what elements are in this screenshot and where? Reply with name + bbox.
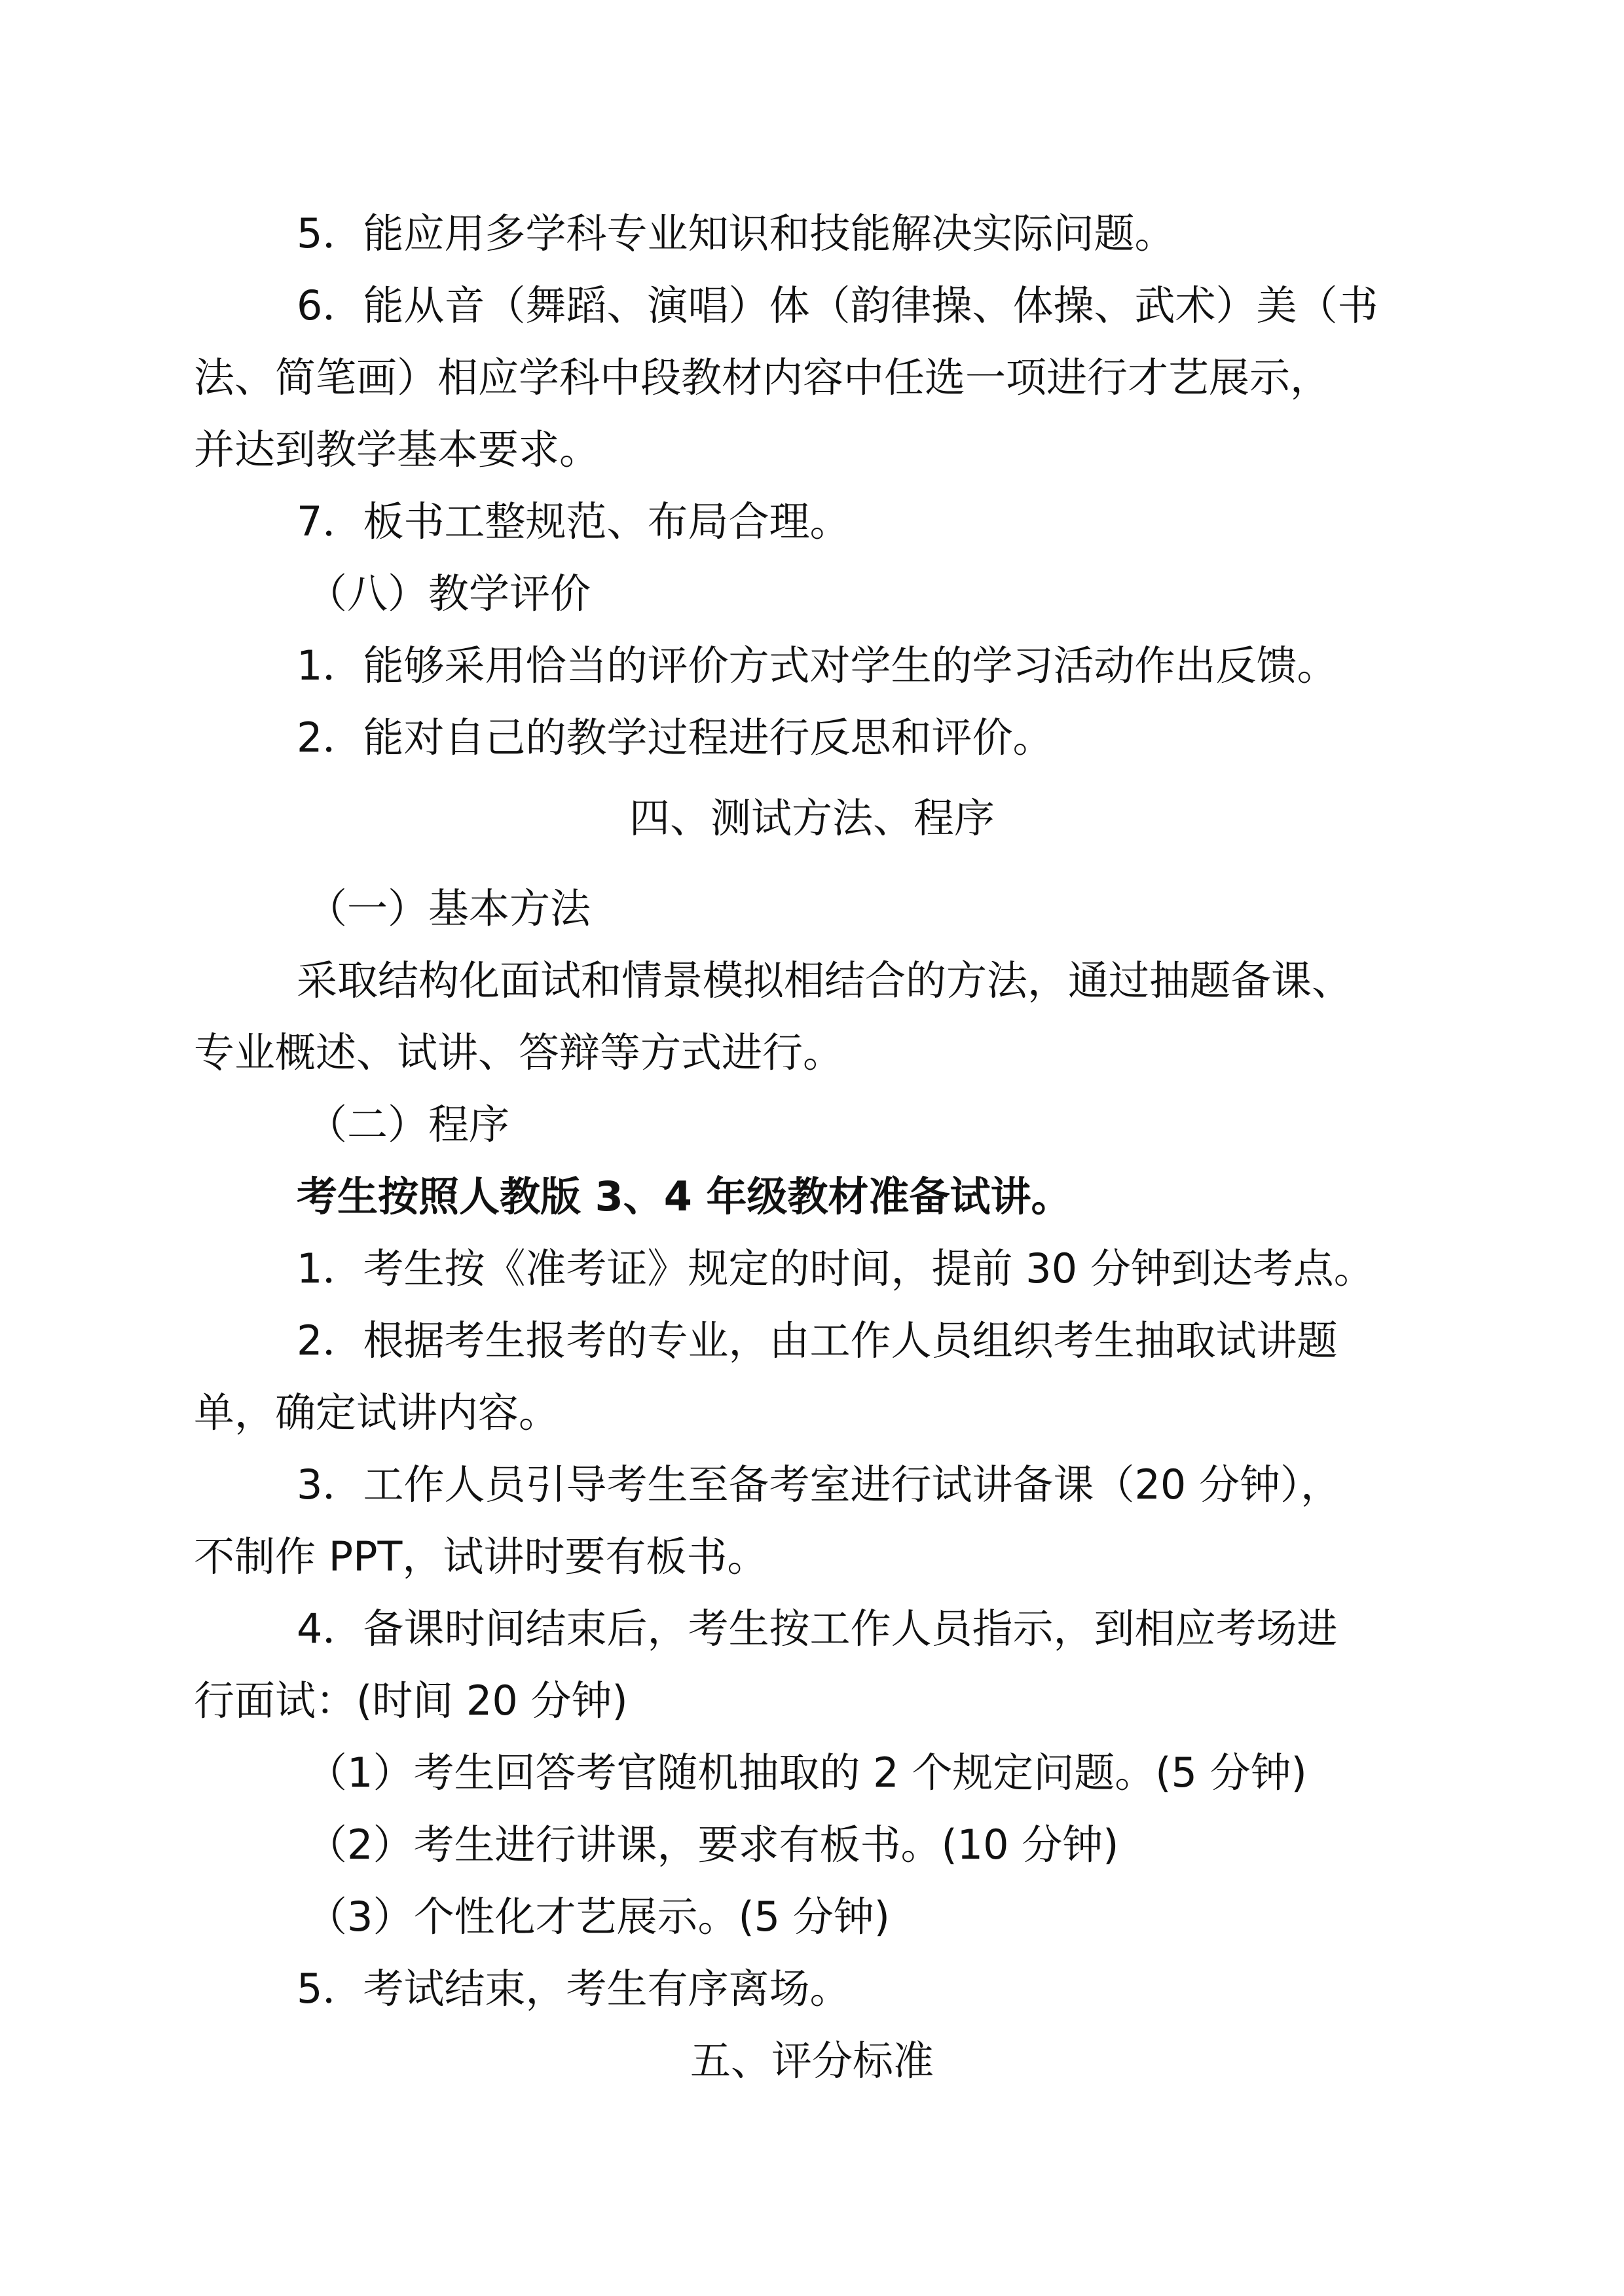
paragraph-line-16: 2．根据考生报考的专业，由工作人员组织考生抽取试讲题 bbox=[297, 1317, 1338, 1364]
paragraph-line-5: 7．板书工整规范、布局合理。 bbox=[297, 498, 851, 545]
subsection-heading-2: （二）程序 bbox=[306, 1101, 510, 1148]
paragraph-line-1: 5．能应用多学科专业知识和技能解决实际问题。 bbox=[297, 210, 1175, 257]
list-item-3: （3）个性化才艺展示。(5 分钟) bbox=[306, 1893, 890, 1941]
paragraph-line-21: 行面试：(时间 20 分钟) bbox=[194, 1677, 628, 1724]
section-heading-5: 五、评分标准 bbox=[690, 2037, 934, 2085]
paragraph-line-19: 不制作 PPT，试讲时要有板书。 bbox=[194, 1533, 768, 1580]
paragraph-line-20: 4．备课时间结束后，考生按工作人员指示，到相应考场进 bbox=[297, 1605, 1338, 1652]
section-heading-4: 四、测试方法、程序 bbox=[629, 794, 995, 842]
subsection-heading-8: （八）教学评价 bbox=[306, 570, 591, 617]
paragraph-line-8: 2．能对自己的教学过程进行反思和评价。 bbox=[297, 714, 1054, 761]
paragraph-line-11: 采取结构化面试和情景模拟相结合的方法，通过抽题备课、 bbox=[297, 957, 1353, 1004]
paragraph-line-3: 法、简笔画）相应学科中段教材内容中任选一项进行才艺展示， bbox=[194, 354, 1331, 401]
subsection-heading-1: （一）基本方法 bbox=[306, 884, 591, 932]
bold-instruction: 考生按照人教版 3、4 年级教材准备试讲。 bbox=[297, 1173, 1072, 1220]
paragraph-line-17: 单，确定试讲内容。 bbox=[194, 1389, 560, 1436]
paragraph-line-4: 并达到教学基本要求。 bbox=[194, 426, 600, 473]
paragraph-line-15: 1．考生按《准考证》规定的时间，提前 30 分钟到达考点。 bbox=[297, 1245, 1375, 1292]
paragraph-line-25: 5．考试结束，考生有序离场。 bbox=[297, 1965, 851, 2013]
paragraph-line-2: 6．能从音（舞蹈、演唱）体（韵律操、体操、武术）美（书 bbox=[297, 282, 1378, 329]
paragraph-line-18: 3．工作人员引导考生至备考室进行试讲备课（20 分钟）， bbox=[297, 1461, 1342, 1508]
paragraph-line-7: 1．能够采用恰当的评价方式对学生的学习活动作出反馈。 bbox=[297, 642, 1338, 689]
paragraph-line-12: 专业概述、试讲、答辩等方式进行。 bbox=[194, 1029, 844, 1076]
list-item-1: （1）考生回答考官随机抽取的 2 个规定问题。(5 分钟) bbox=[306, 1749, 1307, 1796]
list-item-2: （2）考生进行讲课，要求有板书。(10 分钟) bbox=[306, 1821, 1119, 1868]
